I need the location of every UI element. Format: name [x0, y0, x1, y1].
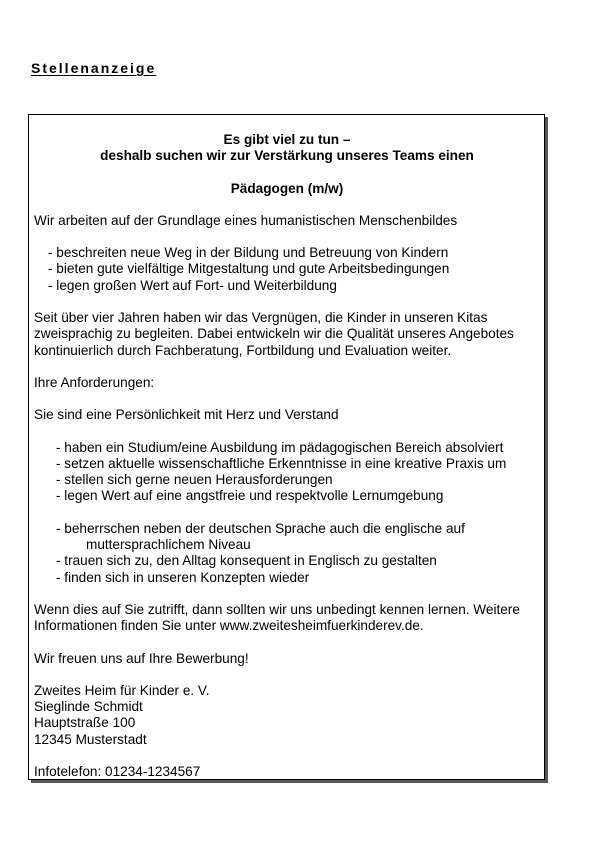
ad-position-title: Pädagogen (m/w) [230, 180, 344, 196]
ad-title-line-2: deshalb suchen wir zur Verstärkung unseres Teams einen [100, 148, 474, 164]
list-item [34, 521, 540, 554]
ad-title-line-1: Es gibt viel zu tun – [223, 132, 351, 147]
page-title: Stellenanzeige [31, 60, 157, 76]
list-item-line: muttersprachlichem Niveau [86, 537, 251, 553]
requirements-list-2 [34, 521, 540, 586]
closing-line: Wir freuen uns auf Ihre Bewerbung! [34, 650, 249, 666]
address-org: Zweites Heim für Kinder e. V. [34, 682, 210, 698]
list-item: - haben ein Studium/eine Ausbildung im pädagogischen Bereich absolviert [56, 439, 504, 455]
intro-points-list [34, 245, 540, 294]
ad-about-paragraph: Seit über vier Jahren haben wir das Vergnügen, die Kinder in unseren Kitas zweisprachig zu begleiten. Dabei entwickeln wir die Qualität unseres Angebotes kontinuierlich durch Fachberatung, Fortbildung und Evaluation weiter. [34, 310, 514, 358]
list-item: - trauen sich zu, den Alltag konsequent in Englisch zu gestalten [56, 553, 437, 569]
list-item: - legen großen Wert auf Fort- und Weiterbildung [48, 277, 337, 293]
list-item: - finden sich in unseren Konzepten wieder [56, 569, 310, 585]
requirements-list-1 [34, 440, 540, 505]
address-city: 12345 Musterstadt [34, 731, 147, 747]
contact-paragraph: Wenn dies auf Sie zutrifft, dann sollten wir uns unbedingt kennen lernen. Weitere Informationen finden Sie unter www.zweitesheimfuerkinderev.de. [34, 601, 520, 634]
ad-intro: Wir arbeiten auf der Grundlage eines humanistischen Menschenbildes [34, 212, 458, 228]
requirements-intro: Sie sind eine Persönlichkeit mit Herz und Verstand [34, 407, 339, 423]
phone-line: Infotelefon: 01234-1234567 [34, 764, 201, 780]
address-street: Hauptstraße 100 [34, 715, 136, 731]
job-ad-box [28, 114, 545, 780]
list-item: - stellen sich gerne neuen Herausforderungen [56, 472, 333, 488]
list-item: - legen Wert auf eine angstfreie und respektvolle Lernumgebung [56, 488, 444, 504]
requirements-heading: Ihre Anforderungen: [34, 374, 155, 390]
list-item-line: - beherrschen neben der deutschen Sprache auch die englische auf [56, 520, 465, 536]
address-person: Sieglinde Schmidt [34, 699, 143, 715]
list-item: - setzen aktuelle wissenschaftliche Erkenntnisse in eine kreative Praxis um [56, 455, 507, 471]
list-item: - bieten gute vielfältige Mitgestaltung und gute Arbeitsbedingungen [48, 261, 450, 277]
list-item: - beschreiten neue Weg in der Bildung und Betreuung von Kindern [48, 245, 449, 261]
address-block [34, 683, 540, 748]
